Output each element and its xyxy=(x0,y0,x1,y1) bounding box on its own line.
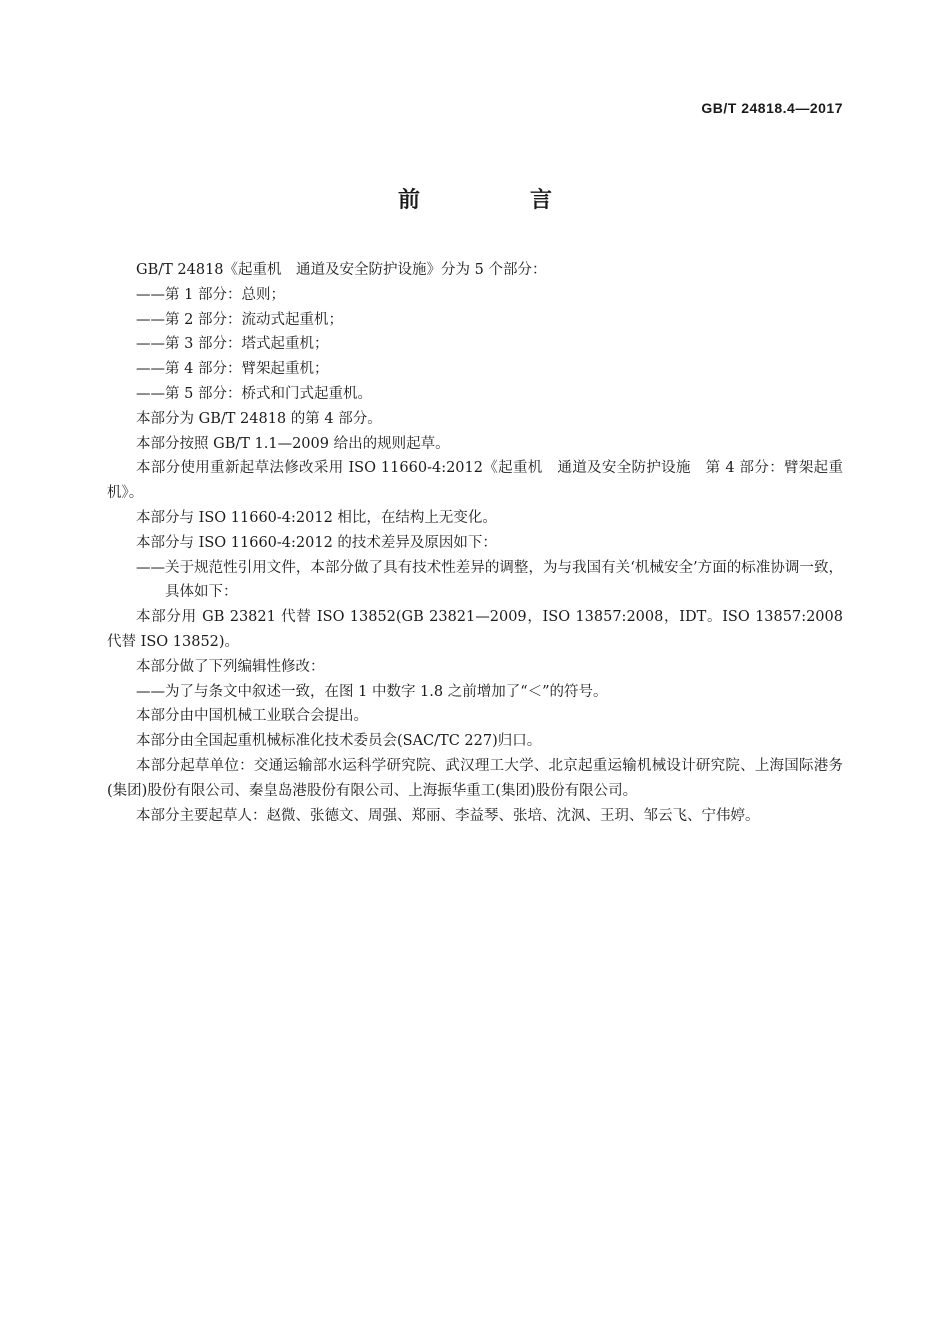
paragraph-parts-intro: GB/T 24818《起重机 通道及安全防护设施》分为 5 个部分： xyxy=(136,262,547,278)
list-item-editorial-change: ——为了与条文中叙述一致，在图 1 中数字 1.8 之前增加了“＜”的符号。 xyxy=(136,683,608,700)
paragraph-centralized-by: 本部分由全国起重机械标准化技术委员会(SAC/TC 227)归口。 xyxy=(136,733,542,750)
paragraph-editorial-changes: 本部分做了下列编辑性修改： xyxy=(136,658,325,675)
list-item-normative-refs: ——关于规范性引用文件，本部分做了具有技术性差异的调整，为与我国有关‘机械安全’方面的标准协调一致，具体如下： xyxy=(136,559,843,601)
paragraph-drafting-rules: 本部分按照 GB/T 1.1—2009 给出的规则起草。 xyxy=(136,435,450,452)
list-item-part-2: ——第 2 部分：流动式起重机； xyxy=(136,311,343,328)
paragraph-tech-differences: 本部分与 ISO 11660-4:2012 的技术差异及原因如下： xyxy=(136,534,497,551)
list-item-part-5: ——第 5 部分：桥式和门式起重机。 xyxy=(136,385,372,402)
paragraph-part-number: 本部分为 GB/T 24818 的第 4 部分。 xyxy=(136,410,382,427)
document-body xyxy=(107,258,843,828)
paragraph-structure: 本部分与 ISO 11660-4:2012 相比，在结构上无变化。 xyxy=(136,509,497,526)
document-code: GB/T 24818.4—2017 xyxy=(701,100,843,116)
list-item-part-3: ——第 3 部分：塔式起重机； xyxy=(136,336,329,353)
paragraph-proposed-by: 本部分由中国机械工业联合会提出。 xyxy=(136,708,368,725)
paragraph-drafting-units: 本部分起草单位：交通运输部水运科学研究院、武汉理工大学、北京起重运输机械设计研究院、上海国际港务(集团)股份有限公司、秦皇岛港股份有限公司、上海振华重工(集团)股份有限公司。 xyxy=(107,757,843,799)
page-title: 前 言 xyxy=(397,188,596,213)
paragraph-drafters: 本部分主要起草人：赵微、张德文、周强、郑丽、李益琴、张培、沈沨、王玥、邹云飞、宁伟婷。 xyxy=(136,807,760,824)
paragraph-adoption: 本部分使用重新起草法修改采用 ISO 11660-4:2012《起重机 通道及安全防护设施 第 4 部分：臂架起重机》。 xyxy=(107,460,843,502)
list-item-part-1: ——第 1 部分：总则； xyxy=(136,286,285,303)
paragraph-replacement: 本部分用 GB 23821 代替 ISO 13852(GB 23821—2009，ISO 13857:2008，IDT。ISO 13857:2008 代替 ISO 13852)。 xyxy=(107,609,843,650)
list-item-part-4: ——第 4 部分：臂架起重机； xyxy=(136,361,329,378)
